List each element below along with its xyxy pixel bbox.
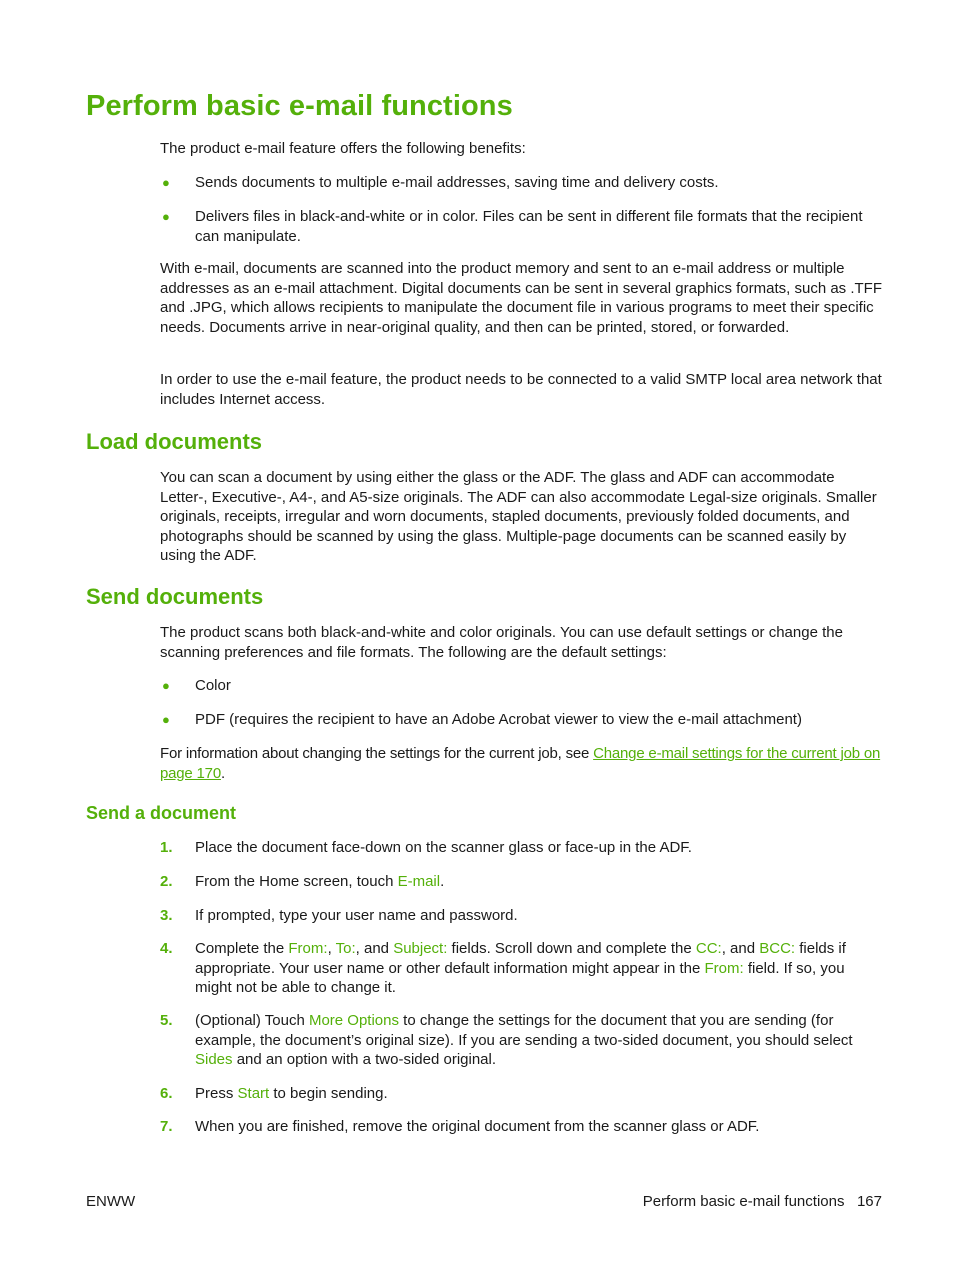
footer-right: Perform basic e-mail functions 167 <box>642 1193 882 1210</box>
section-heading-load: Load documents <box>86 429 263 454</box>
bullet-icon: ● <box>162 678 170 693</box>
ui-term: E-mail <box>397 873 441 890</box>
step-text: Press Start to begin sending. <box>195 1085 388 1102</box>
step-text: If prompted, type your user name and password. <box>195 907 518 924</box>
step-number: 1. <box>160 839 173 856</box>
paragraph: You can scan a document by using either the glass or the ADF. The glass and ADF can accommodate Letter-, Executive-, A4-, and A5-size originals. The ADF can also accommodate Legal-size originals. Smaller originals, receipts, irregular and worn documents, stapled documents, previously folded documents, and photographs should be scanned by using the glass. Multiple-page documents can be scanned easily by using the ADF. <box>160 469 877 564</box>
paragraph: In order to use the e-mail feature, the product needs to be connected to a valid SMTP local area network that includes Internet access. <box>160 371 882 408</box>
ui-term: Sides <box>195 1051 233 1068</box>
step-number: 4. <box>160 940 173 957</box>
ui-term: Start <box>237 1085 270 1102</box>
bullet-icon: ● <box>162 175 170 190</box>
intro-text: The product e-mail feature offers the following benefits: <box>160 140 526 157</box>
footer-left: ENWW <box>86 1193 136 1210</box>
step-text: (Optional) Touch More Options to change the settings for the document that you are sending (for example, the document’s original size). If you are sending a two-sided document, you should select Sides and an option with a two-sided original. <box>195 1012 853 1068</box>
page-title: Perform basic e-mail functions <box>86 90 513 122</box>
bullet-icon: ● <box>162 209 170 224</box>
document-page: Perform basic e-mail functions The product e-mail feature offers the following benefits: ● Sends documents to multiple e-mail addresses, saving time and delivery costs. ● Delivers files in black-and-white or in color. Files can be sent in different file formats that the recipient can manipulate. With e-mail, documents are scanned into the product memory and sent to an e-mail address or multiple addresses as an e-mail attachment. Digital documents can be sent in several graphics formats, such as .TFF and .JPG, which allows recipients to manipulate the document file in various programs to meet their specific needs. Documents arrive in near-original quality, and then can be printed, stored, or forwarded. In order to use the e-mail feature, the product needs to be connected to a valid SMTP local area network that includes Internet access. Load documents You can scan a document by using either the glass or the ADF. The glass and ADF can accommodate Letter-, Executive-, A4-, and A5-size originals. The ADF can also accommodate Legal-size originals. Smaller originals, receipts, irregular and worn documents, stapled documents, previously folded documents, and photographs should be scanned by using the glass. Multiple-page documents can be scanned easily by using the ADF. Send documents The product scans both black-and-white and color originals. You can use default settings or change the scanning preferences and file formats. The following are the default settings: ● Color ● PDF (requires the recipient to have an Adobe Acrobat viewer to view the e-mail attachment) For information about changing the settings for the current job, see Change e-mail settings for the current job on page 170. Send a document 1. Place the document face-down on the scanner glass or face-up in the ADF. 2. From the Home screen, touch E-mail. 3. If prompted, type your user name and password. 4. Complete the From:, To:, and Subject: fields. Scroll down and complete the CC:, and BCC: fields if appropriate. Your user name or other default information might appear in the From: field. If so, you might not be able to change it. 5. (Optional) Touch More Options to change the settings for the document that you are sending (for example, the document’s original size). If you are sending a two-sided document, you should select Sides and an option with a two-sided original. 6. Press Start to begin sending. 7. When you are finished, remove the original document from the scanner glass or ADF. ENWW Perform basic e-mail functions 167 <box>86 90 882 1210</box>
paragraph: With e-mail, documents are scanned into the product memory and sent to an e-mail address or multiple addresses as an e-mail attachment. Digital documents can be sent in several graphics formats, such as .TFF and .JPG, which allows recipients to manipulate the document file in various programs to meet their specific needs. Documents arrive in near-original quality, and then can be printed, stored, or forwarded. <box>160 260 882 336</box>
step-number: 7. <box>160 1118 173 1135</box>
paragraph: For information about changing the settings for the current job, see Change e-mail settings for the current job on page 170. <box>160 745 881 782</box>
ui-term: To: <box>335 940 356 957</box>
ui-term: BCC: <box>759 940 796 957</box>
step-number: 2. <box>160 873 173 890</box>
paragraph: The product scans both black-and-white and color originals. You can use default settings or change the scanning preferences and file formats. The following are the default settings: <box>160 624 843 661</box>
ui-term: From: <box>288 940 328 957</box>
cross-reference-link[interactable]: Change e-mail settings for the current job on page 170 <box>160 745 881 782</box>
step-text: From the Home screen, touch E-mail. <box>195 873 445 890</box>
ui-term: Subject: <box>393 940 448 957</box>
step-text: Complete the From:, To:, and Subject: fields. Scroll down and complete the CC:, and BCC: fields if appropriate. Your user name or other default information might appear in the From: field. If so, you might not be able to change it. <box>195 940 846 996</box>
step-text: When you are finished, remove the original document from the scanner glass or ADF. <box>195 1118 760 1135</box>
ui-term: More Options <box>308 1012 399 1029</box>
bullet-icon: ● <box>162 712 170 727</box>
step-number: 3. <box>160 907 173 924</box>
subsection-heading: Send a document <box>86 803 237 823</box>
step-text: Place the document face-down on the scanner glass or face-up in the ADF. <box>195 839 692 856</box>
section-heading-send: Send documents <box>86 584 264 609</box>
ui-term: From: <box>704 959 744 977</box>
ui-term: CC: <box>695 940 722 957</box>
step-number: 5. <box>160 1012 173 1029</box>
step-number: 6. <box>160 1085 173 1102</box>
